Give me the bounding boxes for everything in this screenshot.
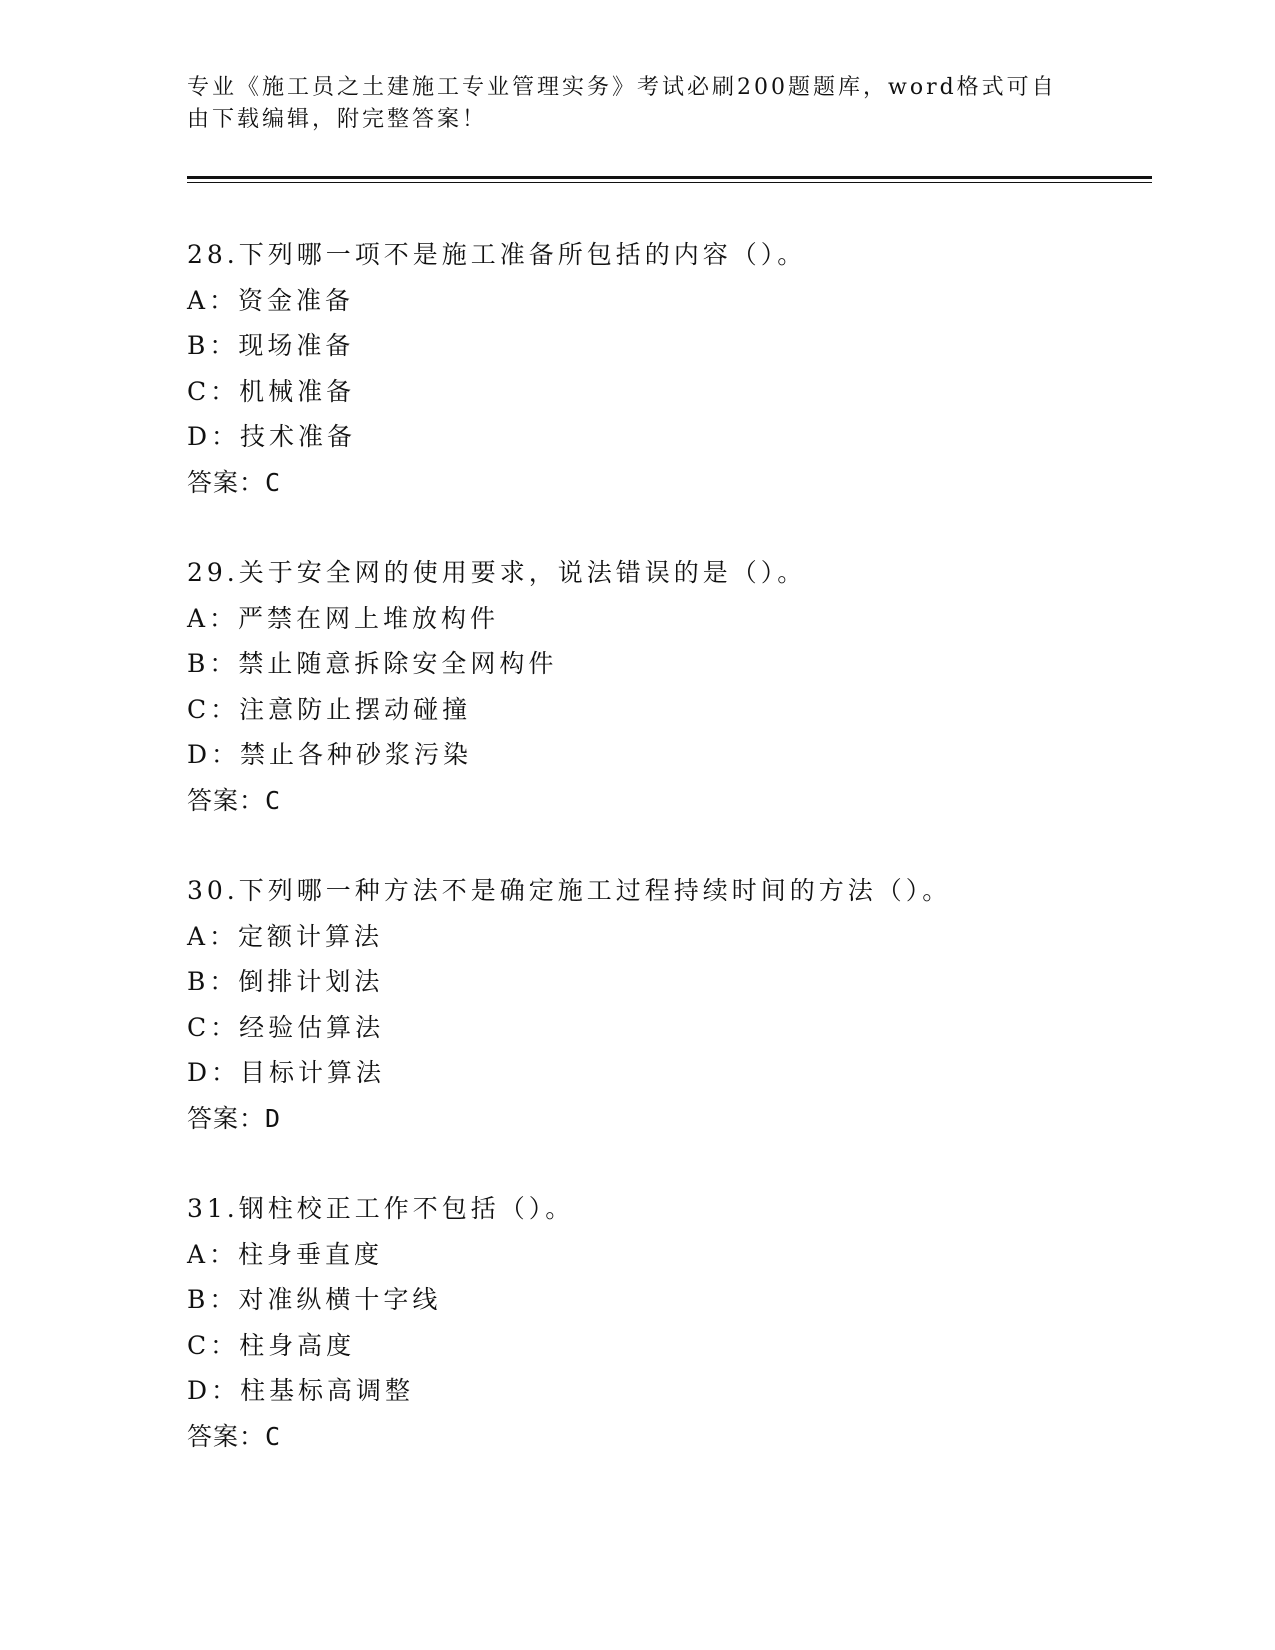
option-b: B：现场准备 xyxy=(187,331,355,360)
option-d: D：柱基标高调整 xyxy=(187,1376,415,1405)
header-divider-thin xyxy=(187,182,1152,183)
question-list xyxy=(187,232,1147,1504)
question-stem: 29.关于安全网的使用要求，说法错误的是（）。 xyxy=(187,558,807,587)
option-a: A：定额计算法 xyxy=(187,921,384,951)
option-c: C：注意防止摆动碰撞 xyxy=(187,694,472,724)
option-c: C：柱身高度 xyxy=(187,1330,356,1360)
answer-line xyxy=(187,1414,1147,1460)
option-c: C：经验估算法 xyxy=(187,1012,385,1042)
option-a: A：严禁在网上堆放构件 xyxy=(187,603,500,633)
question-stem: 30.下列哪一种方法不是确定施工过程持续时间的方法（）。 xyxy=(187,876,952,905)
question-stem: 28.下列哪一项不是施工准备所包括的内容（）。 xyxy=(187,240,807,269)
answer-label: 答案： xyxy=(187,785,266,815)
option-b: B：对准纵横十字线 xyxy=(187,1285,442,1314)
answer-line xyxy=(187,778,1147,824)
document-header: 专业《施工员之土建施工专业管理实务》考试必刷200题题库，word格式可自由下载编辑，附完整答案！ xyxy=(187,75,1057,132)
header-divider-thick xyxy=(187,176,1152,179)
option-b: B：禁止随意拆除安全网构件 xyxy=(187,649,558,678)
answer-label: 答案： xyxy=(187,1103,266,1133)
answer-value: C xyxy=(265,785,282,815)
answer-line xyxy=(187,460,1147,506)
answer-label: 答案： xyxy=(187,467,266,497)
option-d: D：禁止各种砂浆污染 xyxy=(187,740,473,769)
answer-value: C xyxy=(265,467,282,497)
option-d: D：技术准备 xyxy=(187,422,357,451)
option-b: B：倒排计划法 xyxy=(187,967,384,996)
question-28 xyxy=(187,232,1147,550)
answer-value: D xyxy=(265,1103,282,1133)
question-29 xyxy=(187,550,1147,868)
question-31 xyxy=(187,1186,1147,1504)
question-stem: 31.钢柱校正工作不包括（）。 xyxy=(187,1194,575,1223)
question-30 xyxy=(187,868,1147,1186)
answer-value: C xyxy=(265,1421,282,1451)
option-a: A：柱身垂直度 xyxy=(187,1239,384,1269)
option-d: D：目标计算法 xyxy=(187,1058,386,1087)
option-c: C：机械准备 xyxy=(187,376,356,406)
answer-label: 答案： xyxy=(187,1421,266,1451)
option-a: A：资金准备 xyxy=(187,285,355,315)
answer-line xyxy=(187,1096,1147,1142)
